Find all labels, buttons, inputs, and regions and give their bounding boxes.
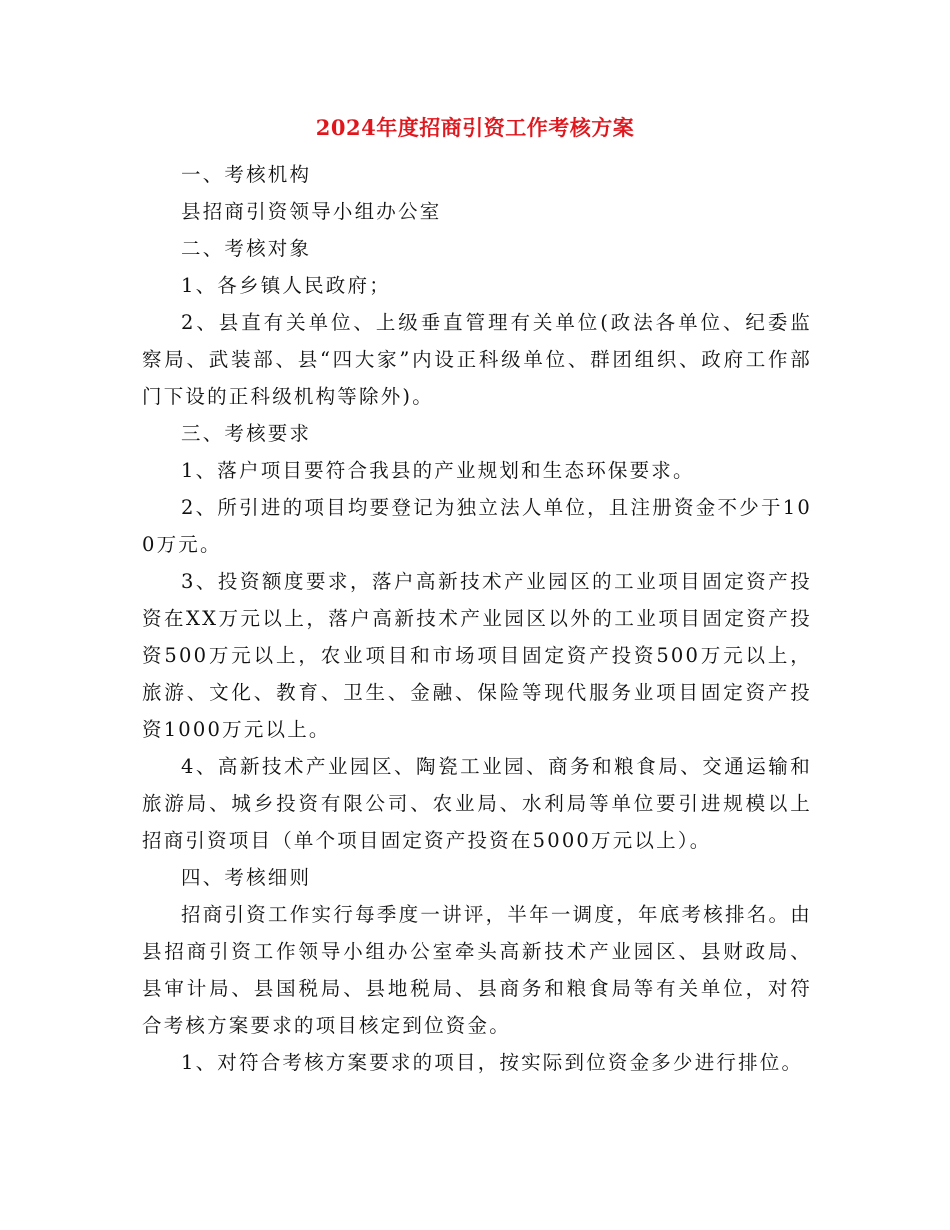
- section-heading-2: 二、考核对象: [181, 237, 312, 260]
- paragraph: 3、投资额度要求，落户高新技术产业园区的工业项目固定资产投资在XX万元以上，落户高新技术产业园区以外的工业项目固定资产投资500万元以上，农业项目和市场项目固定资产投资500万元以上，旅游、文化、教育、卫生、金融、保险等现代服务业项目固定资产投资1000万元以上。: [142, 570, 812, 741]
- paragraph: 1、各乡镇人民政府；: [181, 274, 391, 297]
- section-heading-1: 一、考核机构: [181, 163, 312, 186]
- paragraph: 招商引资工作实行每季度一讲评，半年一调度，年底考核排名。由县招商引资工作领导小组办公室牵头高新技术产业园区、县财政局、县审计局、县国税局、县地税局、县商务和粮食局等有关单位，对符合考核方案要求的项目核定到位资金。: [142, 903, 812, 1037]
- document-body: [142, 156, 812, 1081]
- section-heading-4: 四、考核细则: [181, 866, 312, 889]
- section-heading-3: 三、考核要求: [181, 422, 312, 445]
- paragraph: 2、所引进的项目均要登记为独立法人单位，且注册资金不少于100万元。: [142, 496, 812, 556]
- paragraph: 2、县直有关单位、上级垂直管理有关单位(政法各单位、纪委监察局、武装部、县“四大家”内设正科级单位、群团组织、政府工作部门下设的正科级机构等除外)。: [142, 311, 812, 408]
- document-title: 2024年度招商引资工作考核方案: [315, 115, 635, 140]
- paragraph: 4、高新技术产业园区、陶瓷工业园、商务和粮食局、交通运输和旅游局、城乡投资有限公司、农业局、水利局等单位要引进规模以上招商引资项目（单个项目固定资产投资在5000万元以上）。: [142, 755, 812, 852]
- paragraph: 1、对符合考核方案要求的项目，按实际到位资金多少进行排位。: [181, 1051, 804, 1074]
- paragraph: 县招商引资领导小组办公室: [181, 200, 442, 223]
- paragraph: 1、落户项目要符合我县的产业规划和生态环保要求。: [181, 459, 695, 482]
